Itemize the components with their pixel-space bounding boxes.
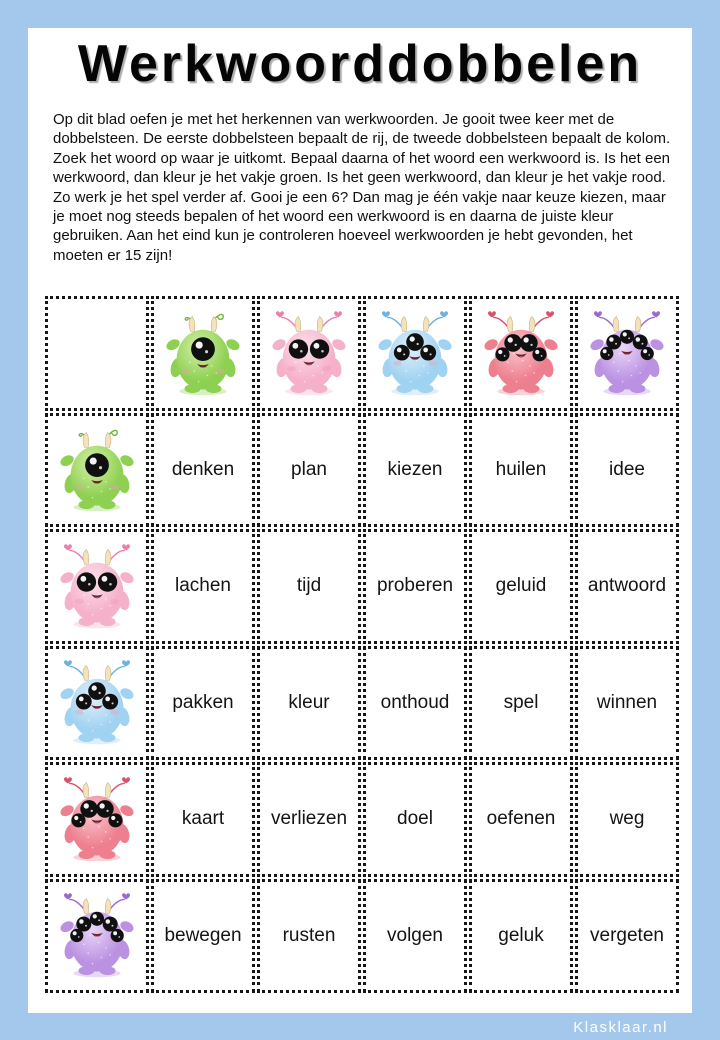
word-cell-geluid xyxy=(469,529,573,644)
word-label: geluid xyxy=(495,575,547,597)
purple-monster-image xyxy=(583,307,671,400)
word-label: kiezen xyxy=(387,458,443,480)
word-cell-doel xyxy=(363,762,467,877)
word-cell-antwoord xyxy=(575,529,679,644)
word-label: volgen xyxy=(387,924,443,946)
row-header-red-monster xyxy=(45,762,149,877)
word-cell-oefenen xyxy=(469,762,573,877)
word-label: tijd xyxy=(296,575,322,597)
word-cell-verliezen xyxy=(257,762,361,877)
word-cell-tijd xyxy=(257,529,361,644)
empty-corner-cell xyxy=(45,296,149,411)
word-label: rusten xyxy=(282,924,336,946)
word-label: kleur xyxy=(288,691,330,713)
word-cell-pakken xyxy=(151,646,255,761)
green-monster-image xyxy=(159,307,247,400)
word-cell-denken xyxy=(151,413,255,528)
word-label: kaart xyxy=(181,808,225,830)
word-cell-onthoud xyxy=(363,646,467,761)
row-header-green-monster xyxy=(45,413,149,528)
red-monster-image xyxy=(53,773,141,866)
word-label: weg xyxy=(609,808,645,830)
column-header-red-monster xyxy=(469,296,573,411)
word-label: antwoord xyxy=(587,575,667,597)
word-cell-volgen xyxy=(363,879,467,994)
word-cell-kaart xyxy=(151,762,255,877)
word-cell-huilen xyxy=(469,413,573,528)
column-header-pink-monster xyxy=(257,296,361,411)
row-header-pink-monster xyxy=(45,529,149,644)
word-cell-vergeten xyxy=(575,879,679,994)
word-cell-kleur xyxy=(257,646,361,761)
word-label: huilen xyxy=(495,458,547,480)
word-label: plan xyxy=(291,458,327,480)
footer-brand: Klasklaar.nl xyxy=(573,1019,668,1036)
page-title: Werkwoorddobbelen xyxy=(77,35,643,93)
word-label: bewegen xyxy=(164,924,242,946)
column-header-green-monster xyxy=(151,296,255,411)
column-header-purple-monster xyxy=(575,296,679,411)
word-label: lachen xyxy=(175,575,231,597)
column-header-blue-monster xyxy=(363,296,467,411)
word-cell-winnen xyxy=(575,646,679,761)
pink-monster-image xyxy=(265,307,353,400)
word-label: winnen xyxy=(596,691,658,713)
word-cell-kiezen xyxy=(363,413,467,528)
dice-grid xyxy=(45,296,679,993)
green-monster-image xyxy=(53,423,141,516)
word-label: vergeten xyxy=(590,924,664,946)
word-label: onthoud xyxy=(380,691,450,713)
word-label: verliezen xyxy=(270,808,348,830)
word-label: spel xyxy=(503,691,539,713)
word-label: oefenen xyxy=(486,808,556,830)
word-label: idee xyxy=(609,458,645,480)
word-cell-plan xyxy=(257,413,361,528)
row-header-purple-monster xyxy=(45,879,149,994)
word-label: doel xyxy=(397,808,433,830)
word-cell-idee xyxy=(575,413,679,528)
blue-monster-image xyxy=(53,656,141,749)
row-header-blue-monster xyxy=(45,646,149,761)
purple-monster-image xyxy=(53,889,141,982)
pink-monster-image xyxy=(53,540,141,633)
blue-monster-image xyxy=(371,307,459,400)
word-label: denken xyxy=(171,458,235,480)
word-cell-geluk xyxy=(469,879,573,994)
word-label: geluk xyxy=(498,924,544,946)
word-label: proberen xyxy=(376,575,454,597)
instructions-text: Op dit blad oefen je met het herkennen van werkwoorden. Je gooit twee keer met de dobbelsteen. De eerste dobbelsteen bepaalt de rij, de tweede dobbelsteen bepaalt de kolom. Zoek het woord op waar je uitkomt. Bepaal daarna of het woord een werkwoord is. Is het een werkwoord, dan kleur je het vakje groen. Is het geen werkwoord, dan kleur je het vakje rood. Zo werk je het spel verder af. Gooi je een 6? Dan mag je één vakje naar keuze kiezen, maar je moet nog steeds bepalen of het woord een werkwoord is en daarna de juiste kleur gebruiken. Aan het eind kun je controleren hoeveel werkwoorden je hebt gevonden, het moeten er 15 zijn! xyxy=(53,111,671,264)
word-cell-lachen xyxy=(151,529,255,644)
word-cell-spel xyxy=(469,646,573,761)
word-cell-proberen xyxy=(363,529,467,644)
worksheet-page xyxy=(28,28,692,1013)
word-cell-rusten xyxy=(257,879,361,994)
word-cell-bewegen xyxy=(151,879,255,994)
word-label: pakken xyxy=(172,691,234,713)
word-cell-weg xyxy=(575,762,679,877)
red-monster-image xyxy=(477,307,565,400)
